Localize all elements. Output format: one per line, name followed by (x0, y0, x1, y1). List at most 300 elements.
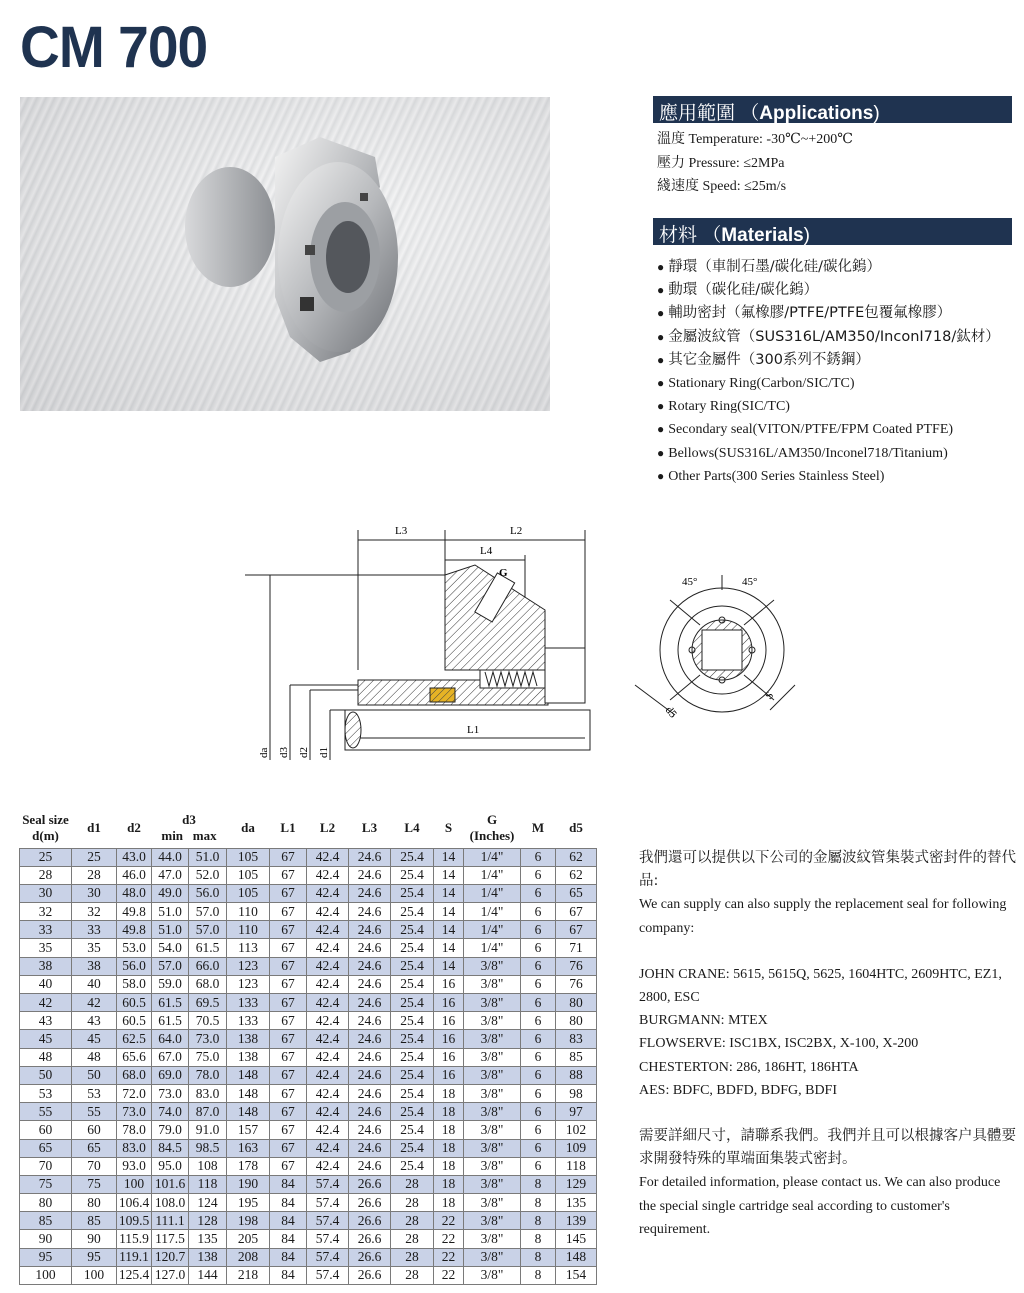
table-cell: 100 (20, 1266, 72, 1284)
table-cell: 8 (521, 1266, 556, 1284)
table-row (20, 848, 597, 866)
table-cell: 28 (391, 1266, 434, 1284)
table-cell: 154 (556, 1266, 597, 1284)
table-cell: 25.4 (391, 903, 434, 921)
table-cell: 61.5 (189, 939, 227, 957)
table-cell: 6 (521, 1084, 556, 1102)
table-cell: 83.0 (189, 1084, 227, 1102)
table-cell: 50 (72, 1066, 117, 1084)
table-row (20, 1103, 597, 1121)
table-cell: 6 (521, 1121, 556, 1139)
table-cell: 22 (434, 1266, 464, 1284)
table-cell: 57.4 (307, 1248, 349, 1266)
table-cell: 100 (117, 1175, 152, 1193)
table-cell: 67 (270, 866, 307, 884)
table-cell: 57.0 (152, 957, 189, 975)
table-cell: 80 (556, 1012, 597, 1030)
table-cell: 25.4 (391, 1012, 434, 1030)
replacement-cn: 我們還可以提供以下公司的金屬波紋管集裝式密封件的替代品: (639, 850, 1016, 890)
table-cell: 67 (270, 1121, 307, 1139)
table-row (20, 1194, 597, 1212)
table-cell: 68.0 (189, 975, 227, 993)
table-cell: 91.0 (189, 1121, 227, 1139)
table-cell: 84 (270, 1212, 307, 1230)
table-cell: 26.6 (349, 1212, 391, 1230)
table-cell: 198 (227, 1212, 270, 1230)
table-cell: 3/8" (464, 1139, 521, 1157)
table-cell: 67 (556, 903, 597, 921)
col-d3: d3 min max (161, 811, 217, 843)
table-cell: 78.0 (117, 1121, 152, 1139)
table-cell: 123 (227, 957, 270, 975)
table-cell: 44.0 (152, 848, 189, 866)
materials-header: 材料 （Materials) (653, 218, 1012, 245)
table-cell: 67 (270, 903, 307, 921)
table-cell: 125.4 (117, 1266, 152, 1284)
table-cell: 18 (434, 1139, 464, 1157)
company-line: JOHN CRANE: 5615, 5615Q, 5625, 1604HTC, 2609HTC, EZ1, 2800, ESC (639, 966, 1002, 1006)
table-cell: 48 (20, 1048, 72, 1066)
table-cell: 3/8" (464, 1248, 521, 1266)
table-cell: 56.0 (117, 957, 152, 975)
label-l3: L3 (395, 525, 408, 537)
table-cell: 35 (72, 939, 117, 957)
table-cell: 51.0 (189, 848, 227, 866)
table-cell: 16 (434, 1066, 464, 1084)
table-cell: 87.0 (189, 1103, 227, 1121)
col-l4: L4 (404, 819, 420, 835)
table-cell: 57.0 (189, 921, 227, 939)
table-row (20, 903, 597, 921)
table-cell: 1/4" (464, 939, 521, 957)
table-cell: 25 (72, 848, 117, 866)
table-cell: 72.0 (117, 1084, 152, 1102)
table-cell: 65.6 (117, 1048, 152, 1066)
table-cell: 148 (227, 1103, 270, 1121)
label-d2: d2 (298, 747, 310, 758)
table-cell: 139 (556, 1212, 597, 1230)
table-cell: 105 (227, 848, 270, 866)
table-cell: 25.4 (391, 957, 434, 975)
table-cell: 6 (521, 884, 556, 902)
table-cell: 38 (20, 957, 72, 975)
col-l1: L1 (280, 819, 296, 835)
table-row (20, 1030, 597, 1048)
table-cell: 67 (270, 1048, 307, 1066)
table-cell: 84 (270, 1230, 307, 1248)
table-cell: 111.1 (152, 1212, 189, 1230)
table-cell: 75 (20, 1175, 72, 1193)
table-cell: 3/8" (464, 1157, 521, 1175)
table-cell: 127.0 (152, 1266, 189, 1284)
table-cell: 76 (556, 957, 597, 975)
table-cell: 32 (20, 903, 72, 921)
table-cell: 42.4 (307, 1012, 349, 1030)
table-cell: 61.5 (152, 994, 189, 1012)
table-cell: 110 (227, 903, 270, 921)
table-cell: 24.6 (349, 1157, 391, 1175)
table-cell: 30 (20, 884, 72, 902)
table-row (20, 1248, 597, 1266)
table-cell: 118 (189, 1175, 227, 1193)
table-cell: 45 (72, 1030, 117, 1048)
table-cell: 24.6 (349, 1012, 391, 1030)
spec-table (19, 808, 597, 1285)
table-cell: 83.0 (117, 1139, 152, 1157)
table-cell: 75.0 (189, 1048, 227, 1066)
table-cell: 108 (189, 1157, 227, 1175)
table-cell: 28 (72, 866, 117, 884)
table-cell: 95 (72, 1248, 117, 1266)
table-cell: 16 (434, 1012, 464, 1030)
application-line: 溫度 Temperature: -30℃~+200℃ (657, 131, 853, 147)
table-cell: 8 (521, 1230, 556, 1248)
table-cell: 88 (556, 1066, 597, 1084)
table-cell: 115.9 (117, 1230, 152, 1248)
front-view-diagram (630, 570, 805, 720)
table-cell: 148 (556, 1248, 597, 1266)
label-da: da (258, 747, 270, 758)
table-cell: 42.4 (307, 921, 349, 939)
table-cell: 24.6 (349, 1030, 391, 1048)
table-cell: 24.6 (349, 957, 391, 975)
table-row (20, 1175, 597, 1193)
table-cell: 57.4 (307, 1175, 349, 1193)
table-cell: 22 (434, 1212, 464, 1230)
table-cell: 25.4 (391, 1030, 434, 1048)
table-cell: 42.4 (307, 1103, 349, 1121)
table-cell: 95.0 (152, 1157, 189, 1175)
table-cell: 24.6 (349, 1139, 391, 1157)
table-cell: 6 (521, 1030, 556, 1048)
table-cell: 109 (556, 1139, 597, 1157)
table-cell: 14 (434, 957, 464, 975)
table-cell: 69.5 (189, 994, 227, 1012)
table-cell: 14 (434, 921, 464, 939)
table-cell: 6 (521, 1103, 556, 1121)
col-g: G (Inches) (469, 811, 515, 843)
label-d3: d3 (278, 747, 290, 758)
table-cell: 57.4 (307, 1194, 349, 1212)
table-cell: 24.6 (349, 1048, 391, 1066)
table-cell: 138 (227, 1030, 270, 1048)
table-cell: 113 (227, 939, 270, 957)
table-cell: 144 (189, 1266, 227, 1284)
table-cell: 3/8" (464, 1175, 521, 1193)
table-cell: 24.6 (349, 1103, 391, 1121)
table-cell: 8 (521, 1175, 556, 1193)
company-line: FLOWSERVE: ISC1BX, ISC2BX, X-100, X-200 (639, 1036, 919, 1052)
table-cell: 25.4 (391, 994, 434, 1012)
material-item: ● Secondary seal(VITON/PTFE/FPM Coated PTFE) (657, 422, 954, 438)
table-cell: 18 (434, 1175, 464, 1193)
table-cell: 67 (270, 1084, 307, 1102)
table-cell: 55 (20, 1103, 72, 1121)
table-row (20, 975, 597, 993)
table-cell: 84 (270, 1248, 307, 1266)
table-cell: 50 (20, 1066, 72, 1084)
application-line: 綫速度 Speed: ≤25m/s (657, 178, 787, 194)
table-row (20, 1212, 597, 1230)
applications-list (657, 128, 853, 199)
table-cell: 30 (72, 884, 117, 902)
table-cell: 25.4 (391, 848, 434, 866)
table-cell: 42.4 (307, 1121, 349, 1139)
table-cell: 73.0 (117, 1103, 152, 1121)
table-cell: 33 (72, 921, 117, 939)
table-cell: 62 (556, 848, 597, 866)
table-row (20, 1157, 597, 1175)
table-cell: 6 (521, 1012, 556, 1030)
table-cell: 84 (270, 1175, 307, 1193)
table-cell: 47.0 (152, 866, 189, 884)
table-cell: 208 (227, 1248, 270, 1266)
label-l1: L1 (467, 724, 480, 736)
table-cell: 14 (434, 866, 464, 884)
table-row (20, 939, 597, 957)
table-cell: 1/4" (464, 866, 521, 884)
table-cell: 25.4 (391, 975, 434, 993)
table-cell: 6 (521, 994, 556, 1012)
table-cell: 6 (521, 903, 556, 921)
table-cell: 123 (227, 975, 270, 993)
table-cell: 42.4 (307, 903, 349, 921)
custom-en: For detailed information, please contact us. We can also produce the special single cartridge seal according to customer's requirement. (639, 1175, 1001, 1237)
table-row (20, 957, 597, 975)
table-cell: 42.4 (307, 1084, 349, 1102)
material-item: ● 靜環（車制石墨/碳化硅/碳化鎢） (657, 259, 882, 275)
table-cell: 65 (20, 1139, 72, 1157)
table-cell: 6 (521, 1139, 556, 1157)
table-cell: 52.0 (189, 866, 227, 884)
table-cell: 61.5 (152, 1012, 189, 1030)
table-cell: 25.4 (391, 1103, 434, 1121)
table-cell: 67 (270, 957, 307, 975)
table-cell: 28 (391, 1175, 434, 1193)
table-cell: 24.6 (349, 939, 391, 957)
table-cell: 26.6 (349, 1230, 391, 1248)
materials-list (657, 256, 1000, 488)
table-cell: 1/4" (464, 921, 521, 939)
table-cell: 24.6 (349, 884, 391, 902)
table-cell: 42 (72, 994, 117, 1012)
table-cell: 70.5 (189, 1012, 227, 1030)
table-cell: 28 (391, 1194, 434, 1212)
table-cell: 105 (227, 884, 270, 902)
table-cell: 84 (270, 1194, 307, 1212)
table-row (20, 1012, 597, 1030)
table-cell: 67 (270, 921, 307, 939)
table-cell: 190 (227, 1175, 270, 1193)
table-cell: 69.0 (152, 1066, 189, 1084)
replacement-en: We can supply can also supply the replacement seal for following company: (639, 897, 1007, 936)
table-cell: 46.0 (117, 866, 152, 884)
table-cell: 65 (556, 884, 597, 902)
table-cell: 49.0 (152, 884, 189, 902)
material-item: ● Stationary Ring(Carbon/SIC/TC) (657, 376, 855, 392)
table-cell: 24.6 (349, 1066, 391, 1084)
table-cell: 14 (434, 903, 464, 921)
table-cell: 84.5 (152, 1139, 189, 1157)
applications-header: 應用範圍 （Applications) (653, 96, 1012, 123)
table-cell: 6 (521, 1157, 556, 1175)
table-cell: 109.5 (117, 1212, 152, 1230)
table-cell: 43 (72, 1012, 117, 1030)
table-cell: 71 (556, 939, 597, 957)
table-row (20, 1121, 597, 1139)
table-cell: 42.4 (307, 1157, 349, 1175)
table-cell: 42.4 (307, 975, 349, 993)
table-cell: 8 (521, 1248, 556, 1266)
table-cell: 14 (434, 939, 464, 957)
table-cell: 25.4 (391, 1139, 434, 1157)
table-cell: 25.4 (391, 939, 434, 957)
table-cell: 25.4 (391, 1048, 434, 1066)
table-row (20, 921, 597, 939)
table-cell: 18 (434, 1194, 464, 1212)
table-cell: 74.0 (152, 1103, 189, 1121)
table-cell: 24.6 (349, 994, 391, 1012)
table-cell: 145 (556, 1230, 597, 1248)
table-row (20, 866, 597, 884)
col-d1: d1 (87, 819, 101, 835)
table-cell: 42.4 (307, 939, 349, 957)
table-cell: 42.4 (307, 866, 349, 884)
table-cell: 24.6 (349, 921, 391, 939)
table-cell: 138 (227, 1048, 270, 1066)
table-cell: 42 (20, 994, 72, 1012)
table-cell: 106.4 (117, 1194, 152, 1212)
col-l2: L2 (319, 819, 336, 835)
table-cell: 18 (434, 1103, 464, 1121)
table-cell: 67 (270, 939, 307, 957)
table-cell: 25.4 (391, 1084, 434, 1102)
table-cell: 38 (72, 957, 117, 975)
table-cell: 53 (72, 1084, 117, 1102)
replacement-notes (639, 847, 1019, 1241)
table-cell: 60.5 (117, 994, 152, 1012)
table-cell: 18 (434, 1157, 464, 1175)
table-cell: 8 (521, 1194, 556, 1212)
table-cell: 33 (20, 921, 72, 939)
table-cell: 133 (227, 994, 270, 1012)
table-cell: 26.6 (349, 1266, 391, 1284)
table-cell: 67.0 (152, 1048, 189, 1066)
table-cell: 3/8" (464, 1066, 521, 1084)
table-cell: 163 (227, 1139, 270, 1157)
table-cell: 90 (72, 1230, 117, 1248)
table-cell: 3/8" (464, 1194, 521, 1212)
table-cell: 22 (434, 1248, 464, 1266)
table-cell: 67 (270, 994, 307, 1012)
table-cell: 45 (20, 1030, 72, 1048)
table-cell: 51.0 (152, 921, 189, 939)
table-cell: 84 (270, 1266, 307, 1284)
table-cell: 67 (270, 1103, 307, 1121)
table-cell: 148 (227, 1084, 270, 1102)
table-cell: 85 (72, 1212, 117, 1230)
table-cell: 25 (20, 848, 72, 866)
table-cell: 124 (189, 1194, 227, 1212)
table-cell: 62.5 (117, 1030, 152, 1048)
table-cell: 67 (270, 884, 307, 902)
table-cell: 128 (189, 1212, 227, 1230)
table-cell: 32 (72, 903, 117, 921)
table-cell: 65 (72, 1139, 117, 1157)
custom-cn: 需要詳細尺寸，請聯系我們。我們并且可以根據客户具體要求開發特殊的單端面集裝式密封。 (639, 1128, 1016, 1168)
table-cell: 60 (72, 1121, 117, 1139)
table-cell: 3/8" (464, 1030, 521, 1048)
applications-heading-cn: 應用範圍 (659, 102, 736, 124)
table-cell: 93.0 (117, 1157, 152, 1175)
label-l2: L2 (510, 525, 523, 537)
table-cell: 117.5 (152, 1230, 189, 1248)
label-d1: d1 (318, 747, 330, 758)
table-cell: 14 (434, 884, 464, 902)
table-cell: 90 (20, 1230, 72, 1248)
table-cell: 8 (521, 1212, 556, 1230)
table-cell: 67 (270, 1012, 307, 1030)
table-cell: 135 (189, 1230, 227, 1248)
table-cell: 6 (521, 848, 556, 866)
table-cell: 6 (521, 1048, 556, 1066)
table-cell: 18 (434, 1084, 464, 1102)
table-cell: 178 (227, 1157, 270, 1175)
table-cell: 3/8" (464, 1230, 521, 1248)
table-cell: 28 (391, 1248, 434, 1266)
table-cell: 42.4 (307, 994, 349, 1012)
table-cell: 3/8" (464, 1048, 521, 1066)
table-row (20, 1139, 597, 1157)
table-cell: 24.6 (349, 1121, 391, 1139)
application-line: 壓力 Pressure: ≤2MPa (657, 154, 785, 171)
table-cell: 6 (521, 1066, 556, 1084)
table-cell: 60.5 (117, 1012, 152, 1030)
table-cell: 57.0 (189, 903, 227, 921)
table-cell: 85 (556, 1048, 597, 1066)
table-cell: 62 (556, 866, 597, 884)
table-cell: 40 (20, 975, 72, 993)
table-cell: 1/4" (464, 903, 521, 921)
table-cell: 101.6 (152, 1175, 189, 1193)
label-s: S (763, 689, 777, 702)
table-cell: 218 (227, 1266, 270, 1284)
table-header-row (20, 808, 597, 848)
table-cell: 59.0 (152, 975, 189, 993)
table-cell: 42.4 (307, 1139, 349, 1157)
table-cell: 100 (72, 1266, 117, 1284)
label-angle-right: 45° (742, 576, 758, 588)
table-cell: 67 (556, 921, 597, 939)
table-cell: 80 (72, 1194, 117, 1212)
table-cell: 138 (189, 1248, 227, 1266)
table-cell: 67 (270, 1157, 307, 1175)
table-cell: 6 (521, 939, 556, 957)
table-cell: 53 (20, 1084, 72, 1102)
table-cell: 118 (556, 1157, 597, 1175)
table-row (20, 994, 597, 1012)
table-cell: 205 (227, 1230, 270, 1248)
label-angle-left: 45° (682, 576, 698, 588)
table-cell: 75 (72, 1175, 117, 1193)
table-cell: 28 (20, 866, 72, 884)
table-row (20, 1230, 597, 1248)
table-cell: 3/8" (464, 1121, 521, 1139)
table-cell: 18 (434, 1121, 464, 1139)
table-cell: 67 (270, 1066, 307, 1084)
table-cell: 85 (20, 1212, 72, 1230)
table-cell: 51.0 (152, 903, 189, 921)
